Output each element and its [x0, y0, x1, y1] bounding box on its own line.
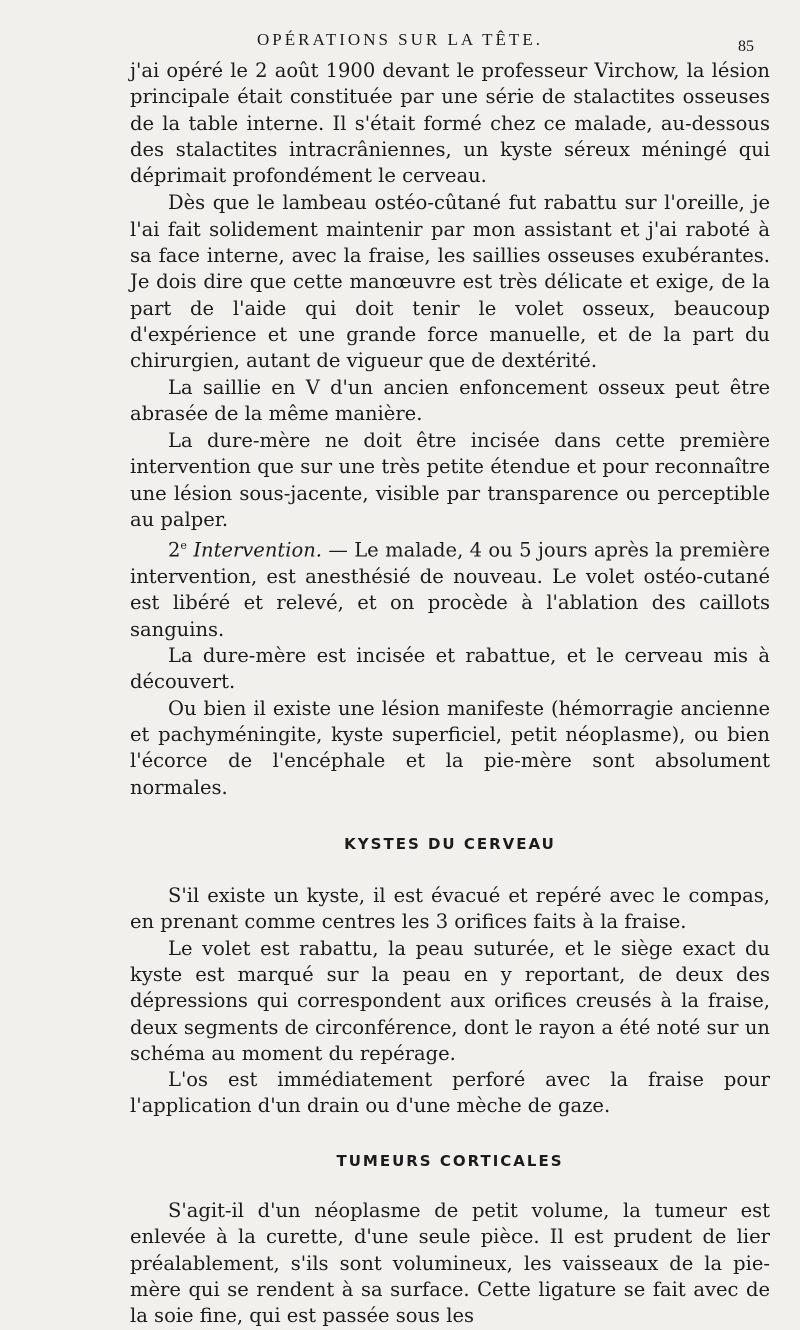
intervention-label: Intervention.: [193, 538, 322, 562]
intervention-number: 2: [168, 538, 181, 562]
intervention-text: — Le malade, 4 ou 5 jours après la première intervention, est anesthésié de nouveau. Le volet ostéo-cutané est libéré et relevé, et on procède à l'ablation des caillots sanguins.: [130, 538, 770, 641]
paragraph: Dès que le lambeau ostéo-cûtané fut rabattu sur l'oreille, je l'ai fait solidement maintenir par mon assistant et j'ai raboté à sa face interne, avec la fraise, les saillies osseuses exubérantes. Je dois dire que cette manœuvre est très délicate et exige, de la part de l'aide qui doit tenir le volet osseux, beaucoup d'expérience et une grande force manuelle, et de la part du chirurgien, autant de vigueur que de dextérité.: [130, 191, 770, 373]
paragraph: Ou bien il existe une lésion manifeste (hémorragie ancienne et pachyméningite, kyste superficiel, petit néoplasme), ou bien l'écorce de l'encéphale et la pie-mère sont absolument normales.: [130, 696, 770, 799]
paragraph: Le volet est rabattu, la peau suturée, et le siège exact du kyste est marqué sur la peau en y reportant, de deux des dépressions qui correspondent aux orifices creusés à la fraise, deux segments de circonférence, dont le rayon a été noté sur un schéma au moment du repérage.: [130, 936, 770, 1065]
section-heading-kystes: KYSTES DU CERVEAU: [344, 834, 556, 853]
page-number: 85: [738, 38, 754, 55]
section-heading-tumeurs: TUMEURS CORTICALES: [336, 1151, 564, 1170]
intervention-superscript: e: [180, 539, 187, 553]
paragraph: La dure-mère est incisée et rabattue, et le cerveau mis à découvert.: [130, 644, 770, 694]
paragraph: La dure-mère ne doit être incisée dans cette première intervention que sur une très petite étendue et pour reconnaître une lésion sous-jacente, visible par transparence ou perceptible au palper.: [130, 429, 770, 532]
paragraph: L'os est immédiatement perforé avec la fraise pour l'application d'un drain ou d'une mèche de gaze.: [130, 1068, 770, 1118]
paragraph: La saillie en V d'un ancien enfoncement osseux peut être abrasée de la même manière.: [130, 375, 770, 425]
intervention-paragraph: [130, 533, 770, 643]
body-text: [130, 58, 770, 1330]
paragraph: j'ai opéré le 2 août 1900 devant le professeur Virchow, la lésion principale était constituée par une série de stalactites osseuses de la table interne. Il s'était formé chez ce malade, au-dessous des stalactites intracrâniennes, un kyste séreux méningé qui déprimait profondément le cerveau.: [130, 59, 770, 188]
paragraph: S'il existe un kyste, il est évacué et repéré avec le compas, en prenant comme centres les 3 orifices faits à la fraise.: [130, 884, 770, 934]
running-title: OPÉRATIONS SUR LA TÊTE.: [257, 30, 543, 49]
paragraph: S'agit-il d'un néoplasme de petit volume, la tumeur est enlevée à la curette, d'une seule pièce. Il est prudent de lier préalablement, s'ils sont volumineux, les vaisseaux de la pie-mère qui se rendent à sa surface. Cette ligature se fait avec de la soie fine, qui est passée sous les: [130, 1199, 770, 1328]
